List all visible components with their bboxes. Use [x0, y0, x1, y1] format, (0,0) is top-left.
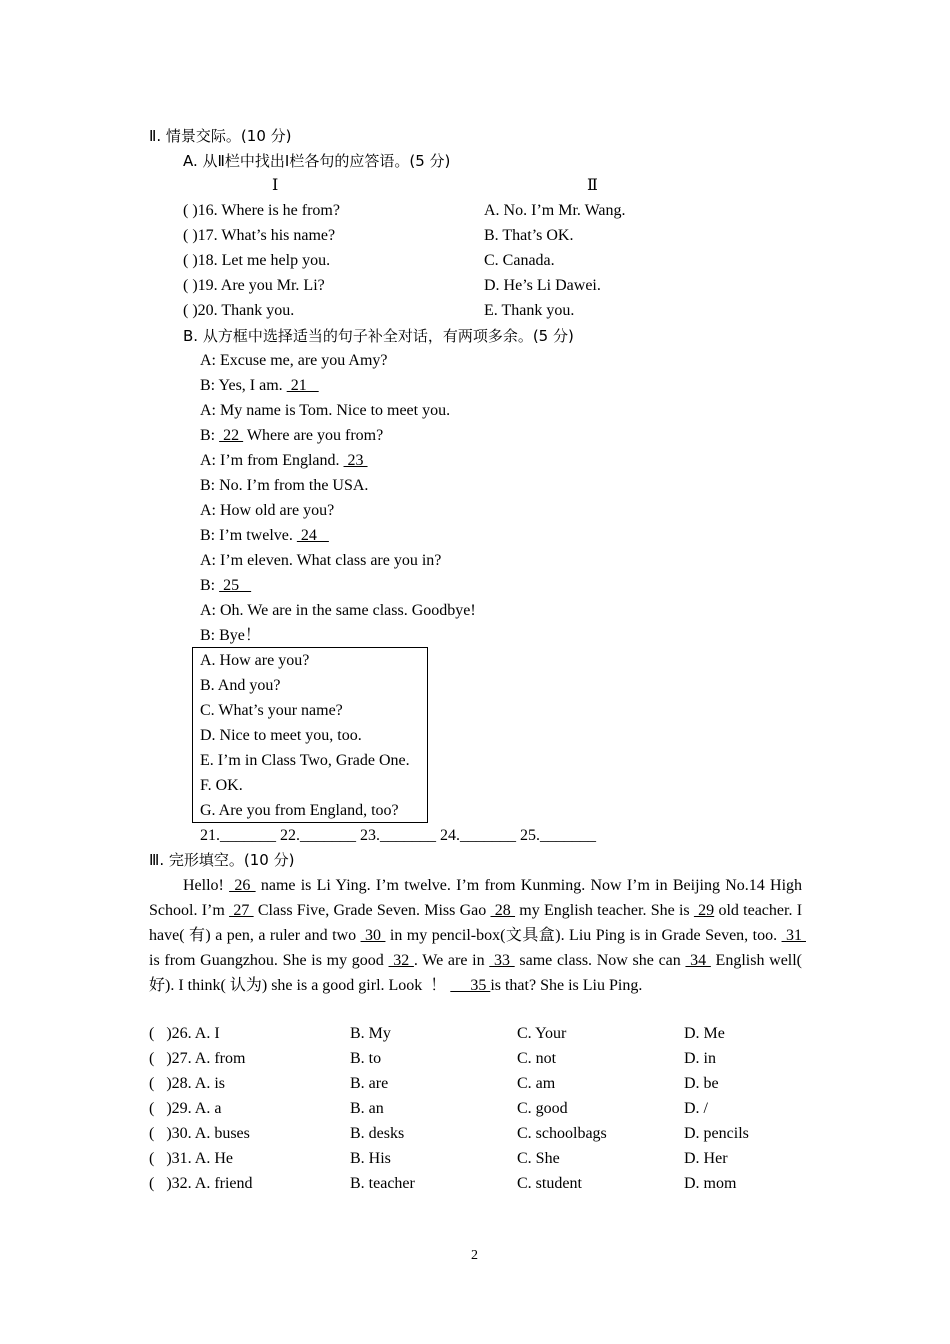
dialogue-text: A: How old are you?: [200, 502, 335, 519]
answer-item: C. Canada.: [484, 252, 555, 269]
dialogue-line: [200, 551, 441, 571]
dialogue-text: B:: [200, 427, 220, 444]
dialogue-line: [200, 526, 329, 546]
part-a-title: A. 从Ⅱ栏中找出Ⅰ栏各句的应答语。(5 分): [183, 152, 451, 170]
choice-option: C. schoolbags: [517, 1125, 607, 1142]
dialogue-line: [200, 576, 251, 596]
option-item: E. I’m in Class Two, Grade One.: [200, 752, 410, 769]
choice-option: B. His: [350, 1150, 391, 1167]
dialogue-line: [200, 401, 450, 421]
passage-text: Class Five, Grade Seven. Miss Gao: [253, 902, 491, 919]
choice-option: C. student: [517, 1175, 582, 1192]
choice-option: B. to: [350, 1050, 382, 1067]
passage-text: Hello!: [183, 877, 230, 894]
choice-question: ( )29. A. a: [149, 1100, 222, 1117]
dialogue-text: B: I’m twelve.: [200, 527, 297, 544]
passage-text: name is Li Ying. I’m twelve. I’m from Kunming. Now I’m in Beijing No.14 High School. I’m: [149, 877, 807, 919]
option-item: D. Nice to meet you, too.: [200, 727, 362, 744]
choice-option: B. desks: [350, 1125, 405, 1142]
option-item: G. Are you from England, too?: [200, 802, 399, 819]
choice-option: B. are: [350, 1075, 389, 1092]
passage-text: is from Guangzhou. She is my good: [149, 927, 810, 969]
question-item: ( )16. Where is he from?: [183, 202, 340, 219]
choice-option: D. mom: [684, 1175, 737, 1192]
answer-blank: 22: [219, 427, 244, 444]
cloze-blank: 29: [693, 902, 715, 919]
dialogue-text: B: Yes, I am.: [200, 377, 287, 394]
choice-option: C. Your: [517, 1025, 567, 1042]
passage-text: same class. Now she can: [514, 952, 686, 969]
question-item: ( )18. Let me help you.: [183, 252, 331, 269]
choice-question: ( )31. A. He: [149, 1150, 233, 1167]
dialogue-line: [200, 601, 476, 621]
dialogue-line: [200, 351, 388, 371]
choice-option: D. pencils: [684, 1125, 749, 1142]
choice-question: ( )26. A. I: [149, 1025, 220, 1042]
answer-item: A. No. I’m Mr. Wang.: [484, 202, 626, 219]
choice-option: C. She: [517, 1150, 560, 1167]
dialogue-line: [200, 501, 334, 521]
column-2-header: Ⅱ: [587, 177, 598, 194]
choice-option: D. be: [684, 1075, 719, 1092]
choice-question: ( )32. A. friend: [149, 1175, 253, 1192]
dialogue-text: B: Bye！: [200, 627, 261, 644]
dialogue-text: A: I’m from England.: [200, 452, 344, 469]
answer-blank: 23: [343, 452, 368, 469]
cloze-blank: 34: [685, 952, 711, 969]
dialogue-text: B: No. I’m from the USA.: [200, 477, 369, 494]
option-item: C. What’s your name?: [200, 702, 343, 719]
cloze-blank: 35: [450, 977, 491, 994]
cloze-blank: 30: [360, 927, 386, 944]
choice-option: D. Me: [684, 1025, 725, 1042]
choice-option: D. Her: [684, 1150, 728, 1167]
section-3-title: Ⅲ. 完形填空。(10 分): [149, 851, 295, 869]
cloze-blank: 27: [229, 902, 254, 919]
answer-blank: 25: [219, 577, 252, 594]
choice-option: C. am: [517, 1075, 556, 1092]
column-1-header: Ⅰ: [272, 177, 279, 194]
answer-blank: 24: [296, 527, 329, 544]
choice-option: C. not: [517, 1050, 557, 1067]
dialogue-text: A: Oh. We are in the same class. Goodbye!: [200, 602, 476, 619]
cloze-blank: 26: [229, 877, 256, 894]
passage-text: English well( 好). I think( 认为) she is a good girl. Look ！: [149, 952, 811, 994]
choice-option: B. an: [350, 1100, 384, 1117]
dialogue-line: [200, 426, 383, 446]
dialogue-line: [200, 626, 261, 646]
dialogue-line: [200, 451, 368, 471]
choice-question: ( )27. A. from: [149, 1050, 246, 1067]
answer-line: 21._______ 22._______ 23._______ 24._______ 25._______: [200, 827, 596, 844]
page-number: 2: [471, 1248, 478, 1263]
question-item: ( )19. Are you Mr. Li?: [183, 277, 325, 294]
dialogue-text: B:: [200, 577, 220, 594]
answer-item: B. That’s OK.: [484, 227, 574, 244]
dialogue-line: [200, 376, 319, 396]
answer-blank: 21: [286, 377, 319, 394]
choice-question: ( )28. A. is: [149, 1075, 225, 1092]
choice-option: B. My: [350, 1025, 391, 1042]
answer-item: D. He’s Li Dawei.: [484, 277, 601, 294]
choice-question: ( )30. A. buses: [149, 1125, 250, 1142]
cloze-blank: 28: [490, 902, 516, 919]
dialogue-text: Where are you from?: [243, 427, 384, 444]
dialogue-text: A: Excuse me, are you Amy?: [200, 352, 388, 369]
cloze-passage: [149, 873, 811, 998]
option-item: B. And you?: [200, 677, 281, 694]
passage-text: old teacher. I have( 有) a pen, a ruler and two: [149, 902, 807, 944]
part-b-title: B. 从方框中选择适当的句子补全对话，有两项多余。(5 分): [183, 327, 574, 345]
passage-text: is that? She is Liu Ping.: [490, 977, 643, 994]
cloze-blank: 31: [781, 927, 806, 944]
question-item: ( )20. Thank you.: [183, 302, 295, 319]
dialogue-line: [200, 476, 368, 496]
cloze-blank: 32: [388, 952, 414, 969]
passage-text: my English teacher. She is: [515, 902, 694, 919]
option-item: F. OK.: [200, 777, 243, 794]
answer-item: E. Thank you.: [484, 302, 575, 319]
section-2-title: Ⅱ. 情景交际。(10 分): [149, 127, 292, 145]
cloze-blank: 33: [489, 952, 515, 969]
choice-option: D. /: [684, 1100, 708, 1117]
passage-text: . We are in: [413, 952, 490, 969]
dialogue-text: A: My name is Tom. Nice to meet you.: [200, 402, 451, 419]
choice-option: D. in: [684, 1050, 716, 1067]
dialogue-text: A: I’m eleven. What class are you in?: [200, 552, 442, 569]
option-item: A. How are you?: [200, 652, 310, 669]
choice-option: C. good: [517, 1100, 568, 1117]
question-item: ( )17. What’s his name?: [183, 227, 336, 244]
passage-text: in my pencil-box(文具盒). Liu Ping is in Grade Seven, too.: [385, 927, 782, 944]
choice-option: B. teacher: [350, 1175, 415, 1192]
